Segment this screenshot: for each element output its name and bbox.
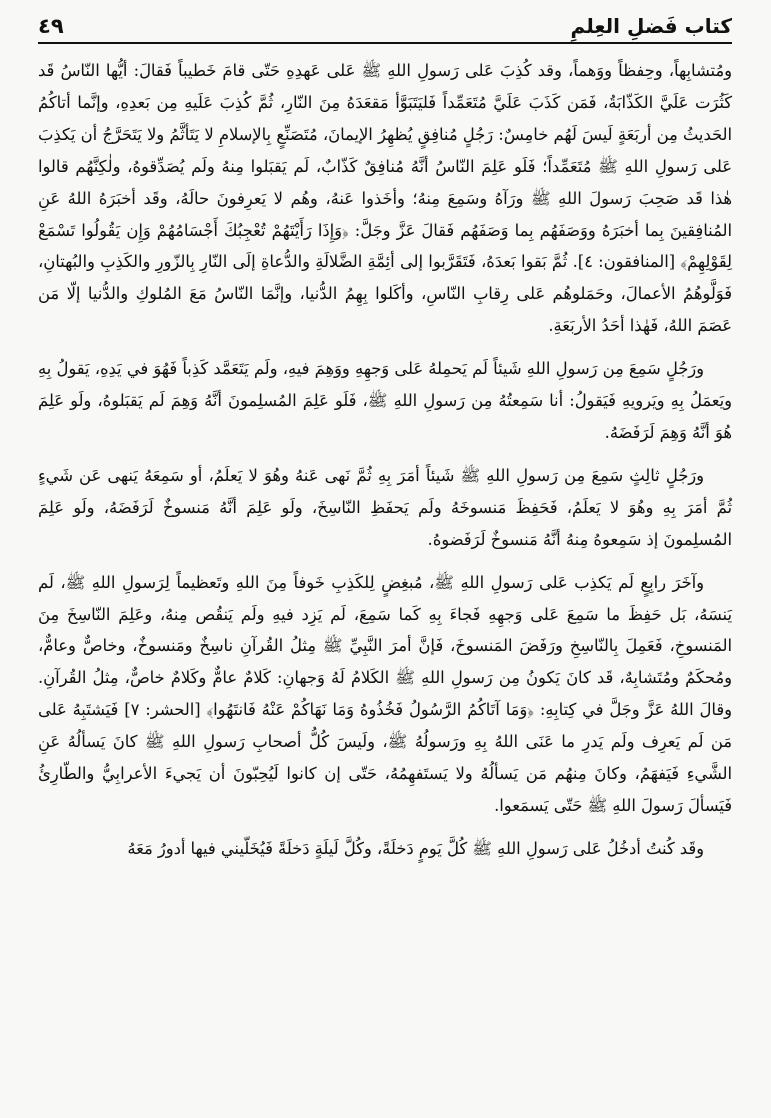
paragraph: وآخَرَ رابِعٍ لَم يَكذِب عَلى رَسولِ اللهِ ﷺ، مُبغِضٍ لِلكَذِبِ خَوفاً مِنَ اللهِ وتَعظيماً لِرَسولِ اللهِ ﷺ، لَم يَنسَهُ، بَل حَفِظَ ما سَمِعَ عَلى وَجهِهِ فَجاءَ بِهِ كَما سَمِعَ، لَم يَزِد فيهِ ولَم يَنقُص مِنهُ، وعَلِمَ النّاسِخَ مِنَ المَنسوخِ، فَعَمِلَ بِالنّاسِخِ ورَفَضَ المَنسوخَ، فَإنَّ أمرَ النَّبِيِّ ﷺ مِثلُ القُرآنِ ناسِخٌ ومَنسوخٌ، وخاصٌّ وعامٌّ، ومُحكَمٌ ومُتَشابِهٌ، قَد كانَ يَكونُ مِن رَسولِ اللهِ ﷺ الكَلامُ لَهُ وَجهانِ: كَلامٌ عامٌّ وكَلامٌ خاصٌّ، مِثلُ القُرآنِ. وقالَ اللهُ عَزَّ وجَلَّ في كِتابِهِ: ﴿وَمَا آتَاكُمُ الرَّسُولُ فَخُذُوهُ وَمَا نَهَاكُمْ عَنْهُ فَانتَهُوا﴾ [الحشر: ٧] فَيَشتَبِهُ عَلى مَن لَم يَعرِف ولَم يَدرِ ما عَنَى اللهُ بِهِ ورَسولُهُ ﷺ، ولَيسَ كُلُّ أصحابِ رَسولِ اللهِ ﷺ كانَ يَسألُهُ عَنِ الشَّيءِ فَيَفهَمُ، وكانَ مِنهُم مَن يَسألُهُ ولا يَستَفهِمُهُ، حَتّى إن كانوا لَيُحِبّونَ أن يَجيءَ الأعرابِيُّ والطّارِئُ فَيَسألَ رَسولَ اللهِ ﷺ حَتّى يَسمَعوا. (38, 572, 732, 815)
paragraph: ومُتشابِهاً، وحِفظاً ووَهماً، وقد كُذِبَ عَلى رَسولِ اللهِ ﷺ عَلى عَهدِهِ حَتّى قامَ خَطيباً فَقالَ: أيُّها النّاسُ قَد كَثُرَت عَلَيَّ الكَذّابَةُ، فَمَن كَذَبَ عَلَيَّ مُتَعَمِّداً فَليَتَبَوَّأ مَقعَدَهُ مِنَ النّارِ، ثُمَّ كُذِبَ عَلَيهِ مِن بَعدِهِ، وإنَّما أتاكُمُ الحَديثُ مِن أربَعَةٍ لَيسَ لَهُم خامِسٌ: رَجُلٍ مُنافِقٍ يُظهِرُ الإيمانَ، مُتَصَنِّعٍ بِالإسلامِ لا يَتَأثَّمُ ولا يَتَحَرَّجُ أن يَكذِبَ عَلى رَسولِ اللهِ ﷺ مُتَعَمِّداً؛ فَلَو عَلِمَ النّاسُ أنَّهُ مُنافِقٌ كَذّابٌ، لَم يَقبَلوا مِنهُ ولَم يُصَدِّقوهُ، ولٰكِنَّهُم قالوا هٰذا قَد صَحِبَ رَسولَ اللهِ ﷺ ورَآهُ وسَمِعَ مِنهُ؛ وأخَذوا عَنهُ، وهُم لا يَعرِفونَ حالَهُ، وقَد أخبَرَهُ اللهُ عَنِ المُنافِقينَ بِما أخبَرَهُ ووَصَفَهُم بِما وَصَفَهُم فَقالَ عَزَّ وجَلَّ: ﴿وَإِذَا رَأَيْتَهُمْ تُعْجِبُكَ أَجْسَامُهُمْ وَإِن يَقُولُوا تَسْمَعْ لِقَوْلِهِمْ﴾ [المنافقون: ٤]. ثُمَّ بَقوا بَعدَهُ، فَتَقَرَّبوا إلى أئِمَّةِ الضَّلالَةِ والدُّعاةِ إلَى النّارِ بِالزّورِ والكَذِبِ والبُهتانِ، فَوَلَّوهُمُ الأعمالَ، وحَمَلوهُم عَلى رِقابِ النّاسِ، وأكَلوا بِهِمُ الدُّنيا، وإنَّمَا النّاسُ مَعَ المُلوكِ والدُّنيا إلّا مَن عَصَمَ اللهُ، فَهٰذا أحَدُ الأربَعَةِ. (38, 61, 733, 336)
book-title: كتاب فَضلِ العِلمِ (570, 14, 732, 38)
page-header (38, 12, 732, 44)
paragraph: وقَد كُنتُ أدخُلُ عَلى رَسولِ اللهِ ﷺ كُلَّ يَومٍ دَخلَةً، وكُلَّ لَيلَةٍ دَخلَةً فَيُخَلّيني فيها أدورُ مَعَهُ (127, 838, 704, 858)
page-number: ٤٩ (38, 14, 64, 38)
page-body (38, 55, 732, 876)
paragraph: ورَجُلٍ سَمِعَ مِن رَسولِ اللهِ شَيئاً لَم يَحمِلهُ عَلى وَجهِهِ ووَهِمَ فيهِ، ولَم يَتَعَمَّد كَذِباً فَهُوَ في يَدِهِ، يَقولُ بِهِ ويَعمَلُ بِهِ ويَرويهِ فَيَقولُ: أنا سَمِعتُهُ مِن رَسولِ اللهِ ﷺ، فَلَو عَلِمَ المُسلِمونَ أنَّهُ وَهِمَ لَم يَقبَلوهُ، ولَو عَلِمَ هُوَ أنَّهُ وَهِمَ لَرَفَضَهُ. (38, 359, 732, 442)
paragraph: ورَجُلٍ ثالِثٍ سَمِعَ مِن رَسولِ اللهِ ﷺ شَيئاً أمَرَ بِهِ ثُمَّ نَهى عَنهُ وهُوَ لا يَعلَمُ، أو سَمِعَهُ يَنهى عَن شَيءٍ ثُمَّ أمَرَ بِهِ وهُوَ لا يَعلَمُ، فَحَفِظَ مَنسوخَهُ ولَم يَحفَظِ النّاسِخَ، ولَو عَلِمَ أنَّهُ مَنسوخٌ لَرَفَضَهُ، ولَو عَلِمَ المُسلِمونَ إذ سَمِعوهُ مِنهُ أنَّهُ مَنسوخٌ لَرَفَضوهُ. (38, 465, 732, 549)
